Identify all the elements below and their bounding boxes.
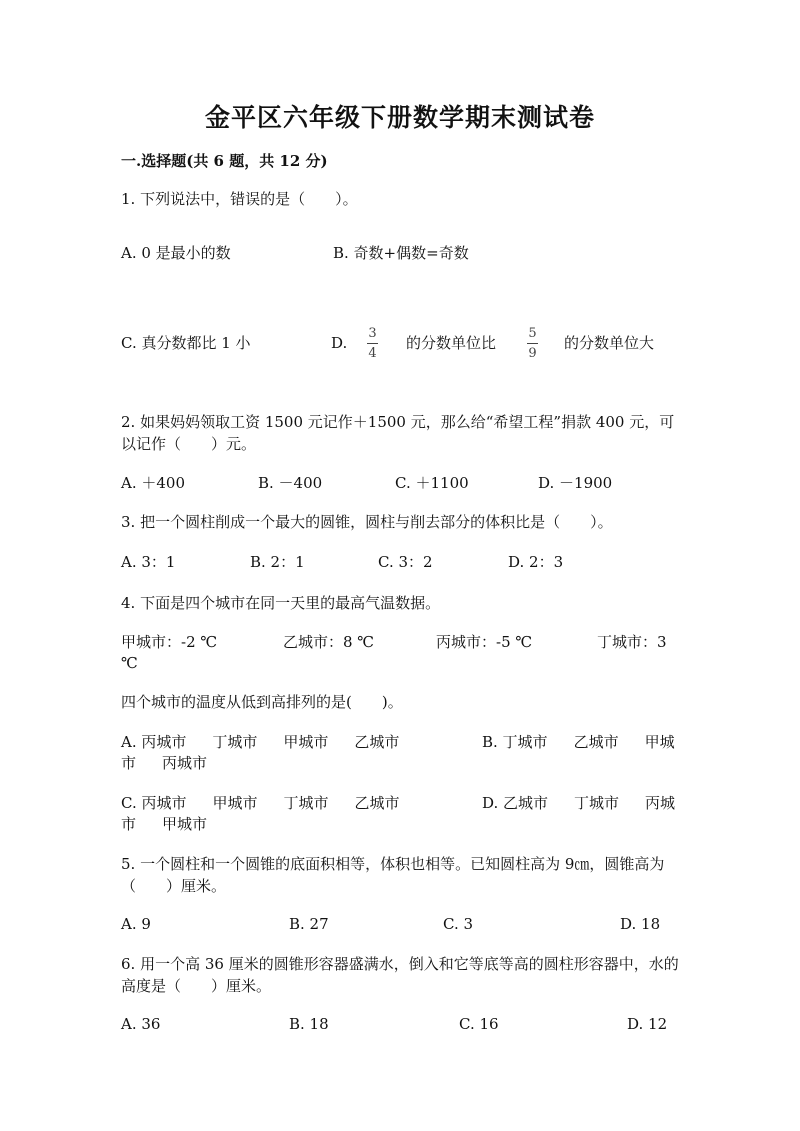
question-1-option-d-text-end: 的分数单位大 (564, 334, 655, 352)
question-1-option-d-label: D. (331, 334, 348, 352)
question-4-option-d (482, 792, 675, 814)
fraction-denominator: 4 (368, 346, 377, 361)
question-4-city-ding: 丁城市：3 (597, 633, 667, 651)
question-1-option-b: B. 奇数+偶数=奇数 (333, 244, 469, 262)
question-2-option-a: A. ＋400 (121, 474, 185, 492)
city-name: 丁城市 (283, 794, 329, 812)
city-name: 丁城市 (574, 794, 620, 812)
question-4-option-b-wrap (121, 752, 207, 774)
fraction-bar (367, 343, 378, 344)
question-4-option-c (121, 792, 400, 814)
city-name: 甲城市 (162, 815, 208, 833)
city-name: 丙城市 (162, 754, 208, 772)
question-1-option-d-fraction-1 (367, 327, 378, 360)
section-heading: 一.选择题(共 6 题，共 12 分) (121, 152, 328, 170)
question-4-option-a (121, 731, 399, 753)
fraction-bar (527, 343, 538, 344)
city-name: 甲城市 (283, 733, 329, 751)
city-name: 乙城市 (573, 733, 619, 751)
question-4-question: 四个城市的温度从低到高排列的是( )。 (121, 693, 403, 711)
question-1-option-d-text-mid: 的分数单位比 (406, 334, 497, 352)
question-5-option-b: B. 27 (289, 915, 329, 933)
fraction-denominator: 9 (528, 346, 537, 361)
city-name: B. 丁城市 (482, 733, 548, 751)
question-4-city-bing: 丙城市：-5 ℃ (436, 633, 533, 651)
question-4-option-b (482, 731, 675, 753)
question-3-option-d: D. 2：3 (508, 553, 564, 571)
question-5-option-d: D. 18 (620, 915, 661, 933)
city-name: 丙城 (645, 794, 676, 812)
question-3-stem: 3. 把一个圆柱削成一个最大的圆锥，圆柱与削去部分的体积比是（ ）。 (121, 513, 613, 531)
city-name: 乙城市 (354, 794, 400, 812)
question-6-option-d: D. 12 (627, 1015, 668, 1033)
question-5-stem: 5. 一个圆柱和一个圆锥的底面积相等，体积也相等。已知圆柱高为 9㎝，圆锥高为（ ）厘米。 (121, 855, 665, 895)
question-3-option-a: A. 3：1 (121, 553, 176, 571)
city-name: 甲城市 (212, 794, 258, 812)
question-6-option-c: C. 16 (459, 1015, 499, 1033)
question-1-stem: 1. 下列说法中，错误的是（ ）。 (121, 190, 358, 208)
question-2-option-b: B. －400 (258, 474, 323, 492)
question-2-option-d: D. －1900 (538, 474, 613, 492)
fraction-numerator: 3 (368, 326, 377, 341)
question-3-option-b: B. 2：1 (250, 553, 305, 571)
question-4-city-jia: 甲城市：-2 ℃ (121, 633, 218, 651)
question-2-option-c: C. ＋1100 (395, 474, 469, 492)
city-name: 乙城市 (354, 733, 400, 751)
question-3-option-c: C. 3：2 (378, 553, 433, 571)
question-5-option-c: C. 3 (443, 915, 474, 933)
question-4-option-d-wrap (121, 813, 207, 835)
city-name: D. 乙城市 (482, 794, 549, 812)
question-6-stem: 6. 用一个高 36 厘米的圆锥形容器盛满水，倒入和它等底等高的圆柱形容器中，水的高度是（ ）厘米。 (121, 955, 679, 995)
question-4-stem: 4. 下面是四个城市在同一天里的最高气温数据。 (121, 594, 441, 612)
city-name: 市 (121, 754, 137, 772)
city-name: A. 丙城市 (121, 733, 187, 751)
fraction-numerator: 5 (528, 326, 537, 341)
question-4-city-yi: 乙城市：8 ℃ (283, 633, 375, 651)
question-2-stem: 2. 如果妈妈领取工资 1500 元记作＋1500 元，那么给“希望工程”捐款 400 元，可以记作（ ）元。 (121, 413, 675, 453)
question-5-option-a: A. 9 (121, 915, 151, 933)
city-name: 甲城 (644, 733, 675, 751)
question-1-option-d-fraction-2 (527, 327, 538, 360)
question-1-option-a: A. 0 是最小的数 (121, 244, 231, 262)
question-6-option-b: B. 18 (289, 1015, 329, 1033)
city-name: 丁城市 (212, 733, 258, 751)
question-1-option-c: C. 真分数都比 1 小 (121, 334, 251, 352)
exam-title: 金平区六年级下册数学期末测试卷 (204, 103, 595, 132)
city-name: 市 (121, 815, 137, 833)
city-name: C. 丙城市 (121, 794, 187, 812)
question-4-city-ding-unit: ℃ (121, 654, 138, 672)
question-6-option-a: A. 36 (121, 1015, 161, 1033)
